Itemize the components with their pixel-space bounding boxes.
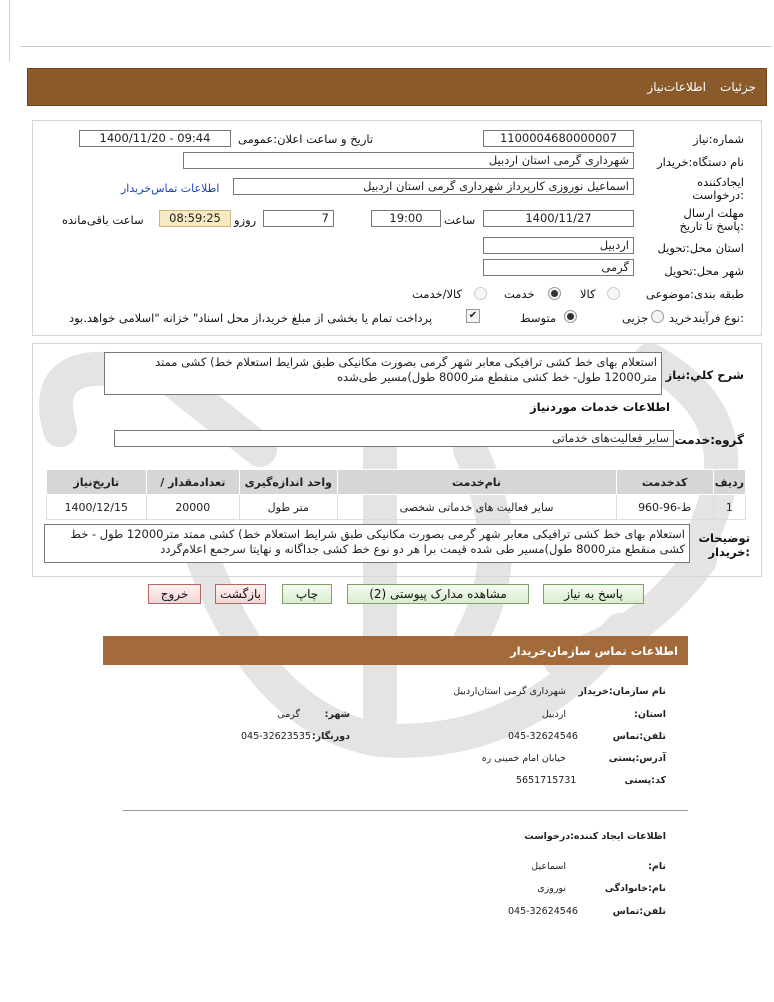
creator-family-label: نام:خانوادگی [604,883,666,894]
creator-family-value: نوروزی [537,883,566,894]
contact-postal-value: 5651715731 [516,775,577,786]
treasury-checkbox[interactable]: ✔ [466,309,480,323]
creator-info-title: اطلاعات ایجاد کننده:درخواست [524,831,666,842]
radio-goods-service-label: کالا/خدمت [412,287,463,301]
announce-label: تاریخ و ساعت اعلان:عمومی [238,132,374,146]
remaining-time-field: 08:59:25 [159,210,231,227]
radio-goods[interactable] [607,287,620,300]
col-unit: واحد اندازه‌گیری [240,470,337,495]
creator-phone-value: 045-32624546 [508,906,578,917]
services-title: اطلاعات خدمات موردنیاز [530,400,670,414]
contact-postal-label: کد:پستی [624,775,666,786]
buyer-org-label: نام دستگاه:خریدار [657,155,744,169]
service-group-label: گروه:خدمت [674,433,744,447]
contact-address-label: آدرس:پستی [608,753,666,764]
contact-fax-value: 045-32623535 [241,731,311,742]
cell-quantity: 20000 [146,495,240,520]
need-number-label: شماره:نیاز [693,132,744,146]
creator-phone-label: تلفن:تماس [612,906,666,917]
cell-row: 1 [713,495,745,520]
tab-need-info[interactable]: اطلاعات‌نیاز [647,80,706,94]
announce-field: 1400/11/20 - 09:44 [79,130,231,147]
contact-address-value: خیابان امام خمینی ره [481,753,566,764]
contact-section-header [103,636,688,665]
service-group-field: سایر فعالیت‌های خدماتی [114,430,674,447]
radio-service[interactable] [548,287,561,300]
attachments-button[interactable]: مشاهده مدارک پیوستی (2) [347,584,529,604]
contact-divider [123,810,688,811]
creator-field: اسماعیل نوروزی کارپرداز شهرداری گرمی استان اردبیل [233,178,634,195]
buyer-contact-link[interactable]: اطلاعات تماس‌خریدار [121,182,220,195]
reply-button[interactable]: پاسخ به نیاز [543,584,644,604]
category-label: طبقه بندی:موضوعی [645,287,744,301]
radio-service-label: خدمت [504,287,535,301]
need-number-field: 1100004680000007 [483,130,634,147]
contact-org-value: شهرداری گرمی استان‌اردبیل [453,686,566,697]
col-service-code: کدخدمت [616,470,713,495]
radio-medium[interactable] [564,310,577,323]
contact-section-title: اطلاعات تماس سازمان‌خریدار [510,644,678,658]
creator-name-value: اسماعیل [531,861,566,872]
days-label: روزو [234,213,257,227]
cell-service-code: ط-96-960 [616,495,713,520]
days-field: 7 [263,210,334,227]
process-label: نوع فرآیند: [692,311,744,325]
contact-phone-value: 045-32624546 [508,731,578,742]
province-field: اردبیل [483,237,634,254]
col-service-name: نام‌خدمت [337,470,616,495]
description-field: استعلام بهای خط کشی ترافیکی معابر شهر گرمی بصورت مکانیکی طبق شرایط استعلام خط) کشی ممتد متر12000 طول- خط کشی منقطع متر8000 طول)مسیر طی‌شده [104,352,662,395]
creator-label: ایجادکننده درخواست: [692,175,744,202]
radio-goods-service[interactable] [474,287,487,300]
contact-phone-label: تلفن:تماس [612,731,666,742]
tab-details[interactable]: جزئیات [720,80,756,94]
col-need-date: تاریخ‌نیاز [47,470,147,495]
deadline-label: مهلت ارسال :پاسخ تا تاریخ [679,206,744,233]
radio-partial-label: جزیی [622,311,649,325]
contact-fax-label: دورنگار: [311,731,350,742]
radio-goods-label: کالا [580,287,596,301]
contact-org-label: نام سازمان:خریدار [578,686,666,697]
contact-city-value: گرمی [277,709,300,720]
table-header-row [47,470,746,495]
process-buy: خرید [669,311,692,325]
services-table [46,469,746,520]
deadline-time-label: ساعت [444,213,476,227]
buyer-notes-field: استعلام بهای خط کشی ترافیکی معابر شهر گرمی بصورت مکانیکی طبق شرایط استعلام خط) کشی ممتد متر12000 طول - خط کشی منقطع متر8000 طول)مسیر طی شده قیمت برا هر دو نوع خط کشی جداگانه و نهایتا سرجمع اعلام‌گردد [44,524,690,563]
deadline-time-field: 19:00 [371,210,441,227]
top-divider [20,46,772,47]
city-field: گرمی [483,259,634,276]
left-divider [9,0,10,62]
radio-partial[interactable] [651,310,664,323]
back-button[interactable]: بازگشت [215,584,266,604]
buyer-notes-label: توضیحات :خریدار [698,531,750,559]
remaining-label: ساعت باقی‌مانده [62,213,144,227]
table-row [47,495,746,520]
city-label: شهر محل:تحویل [664,264,744,278]
contact-city-label: شهر: [324,709,350,720]
contact-province-label: استان: [634,709,666,720]
buyer-org-field: شهرداری گرمی استان اردبیل [183,152,634,169]
payment-note: پرداخت تمام یا بخشی از مبلغ خرید،از محل اسناد" خزانه "اسلامی خواهد.بود [69,311,433,325]
exit-button[interactable]: خروج [148,584,201,604]
print-button[interactable]: چاپ [282,584,332,604]
page-header [27,68,767,106]
radio-medium-label: متوسط [520,311,557,325]
cell-need-date: 1400/12/15 [47,495,147,520]
col-row: ردیف [713,470,745,495]
deadline-date-field: 1400/11/27 [483,210,634,227]
col-quantity: / تعدادمقدار [146,470,240,495]
description-label: شرح کلي:نیاز [665,368,744,382]
cell-service-name: سایر فعالیت های خدماتی شخصی [337,495,616,520]
contact-province-value: اردبیل [541,709,566,720]
cell-unit: متر طول [240,495,337,520]
province-label: استان محل:تحویل [657,241,744,255]
creator-name-label: نام: [648,861,666,872]
